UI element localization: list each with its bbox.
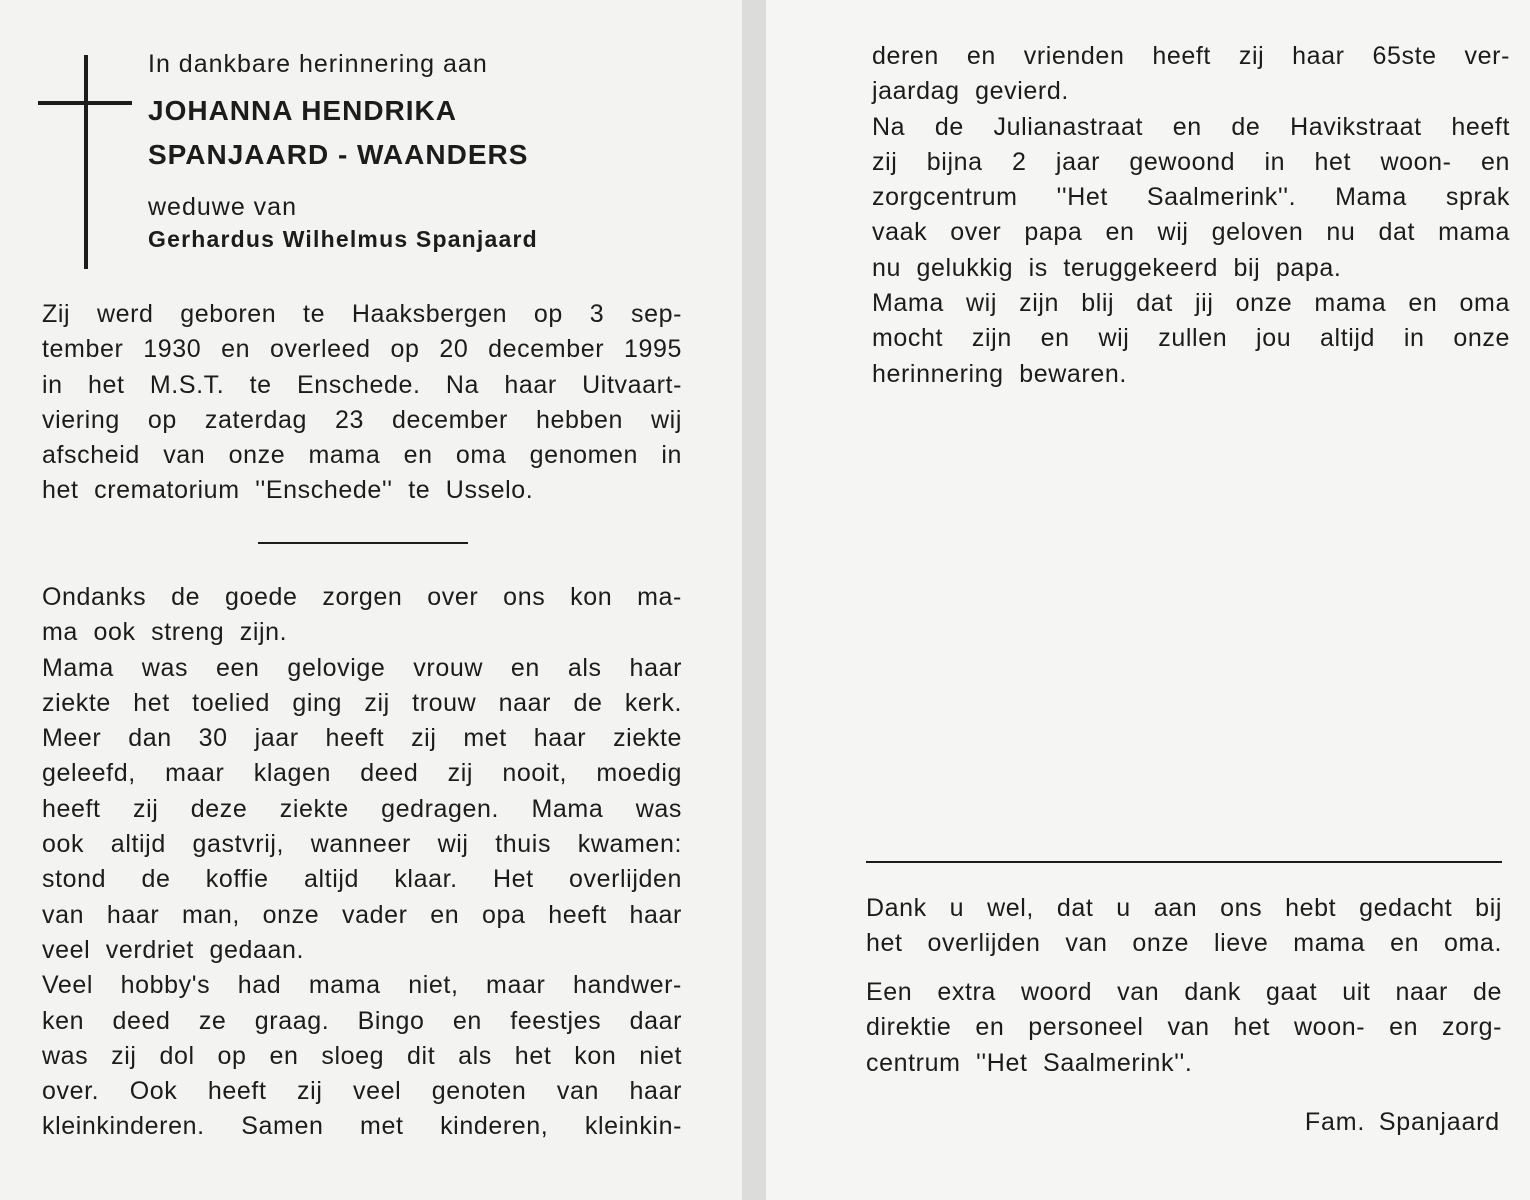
text-line: ken deed ze graag. Bingo en feestjes daar <box>42 1006 682 1035</box>
signature: Fam. Spanjaard <box>1304 1108 1500 1136</box>
divider <box>866 861 1502 863</box>
text-line: stond de koffie altijd klaar. Het overlijden <box>42 865 682 894</box>
cross-icon-bar <box>38 101 132 105</box>
text-line: nu gelukkig is teruggekeerd bij papa. <box>872 253 1342 282</box>
text-line: deren en vrienden heeft zij haar 65ste ver- <box>872 42 1510 70</box>
text-line: heeft zij deze ziekte gedragen. Mama was <box>42 794 682 823</box>
text-line: was zij dol op en sloeg dit als het kon niet <box>42 1041 682 1070</box>
husband-name: Gerhardus Wilhelmus Spanjaard <box>148 226 538 252</box>
text-line: veel verdriet gedaan. <box>42 935 305 964</box>
text-line: herinnering bewaren. <box>872 359 1127 388</box>
text-line: Een extra woord van dank gaat uit naar de <box>866 978 1502 1006</box>
text-line: kleinkinderen. Samen met kinderen, kleinkin- <box>42 1112 682 1141</box>
text-line: Veel hobby's had mama niet, maar handwer- <box>42 971 682 1000</box>
text-line: jaardag gevierd. <box>872 77 1069 106</box>
text-line: zorgcentrum ''Het Saalmerink''. Mama sprak <box>872 183 1510 212</box>
text-line: over. Ook heeft zij veel genoten van haar <box>42 1077 682 1106</box>
text-line: ziekte het toelied ging zij trouw naar de kerk. <box>42 688 682 717</box>
paragraph-extra-thanks <box>866 975 1502 1081</box>
text-line: Na de Julianastraat en de Havikstraat heeft <box>872 112 1510 141</box>
paragraph-memories <box>42 580 682 1145</box>
text-line: tember 1930 en overleed op 20 december 1995 <box>42 335 682 364</box>
text-line: Meer dan 30 jaar heeft zij met haar ziekte <box>42 724 682 753</box>
text-line: viering op zaterdag 23 december hebben wij <box>42 405 682 434</box>
text-line: Mama was een gelovige vrouw en als haar <box>42 653 682 682</box>
paragraph-memories-continued <box>872 39 1510 392</box>
text-line: direktie en personeel van het woon- en zorg- <box>866 1013 1502 1042</box>
text-line: ma ook streng zijn. <box>42 618 288 647</box>
card-right-page <box>766 0 1530 1200</box>
text-line: Ondanks de goede zorgen over ons kon ma- <box>42 583 682 611</box>
deceased-name-line2: SPANJAARD - WAANDERS <box>148 139 529 170</box>
text-line: het overlijden van onze lieve mama en oma. <box>866 929 1502 958</box>
text-line: het crematorium ''Enschede'' te Usselo. <box>42 476 534 505</box>
cross-icon <box>84 55 88 269</box>
text-line: afscheid van onze mama en oma genomen in <box>42 441 682 470</box>
text-line: mocht zijn en wij zullen jou altijd in onze <box>872 324 1510 353</box>
text-line: in het M.S.T. te Enschede. Na haar Uitvaart- <box>42 370 682 399</box>
text-line: vaak over papa en wij geloven nu dat mama <box>872 218 1510 247</box>
deceased-name-line1: JOHANNA HENDRIKA <box>148 95 457 126</box>
widow-of-text: weduwe van <box>148 193 297 221</box>
text-line: centrum ''Het Saalmerink''. <box>866 1048 1193 1077</box>
text-line: Dank u wel, dat u aan ons hebt gedacht bij <box>866 894 1502 922</box>
divider <box>258 542 468 544</box>
card-left-page <box>0 0 742 1200</box>
text-line: Zij werd geboren te Haaksbergen op 3 sep- <box>42 300 682 328</box>
intro-text: In dankbare herinnering aan <box>148 50 488 78</box>
text-line: van haar man, onze vader en opa heeft haar <box>42 900 682 929</box>
paragraph-thanks <box>866 891 1502 962</box>
text-line: ook altijd gastvrij, wanneer wij thuis kwamen: <box>42 830 682 859</box>
text-line: zij bijna 2 jaar gewoond in het woon- en <box>872 147 1510 176</box>
text-line: Mama wij zijn blij dat jij onze mama en oma <box>872 289 1510 318</box>
paragraph-biography <box>42 297 682 509</box>
text-line: geleefd, maar klagen deed zij nooit, moedig <box>42 759 682 788</box>
